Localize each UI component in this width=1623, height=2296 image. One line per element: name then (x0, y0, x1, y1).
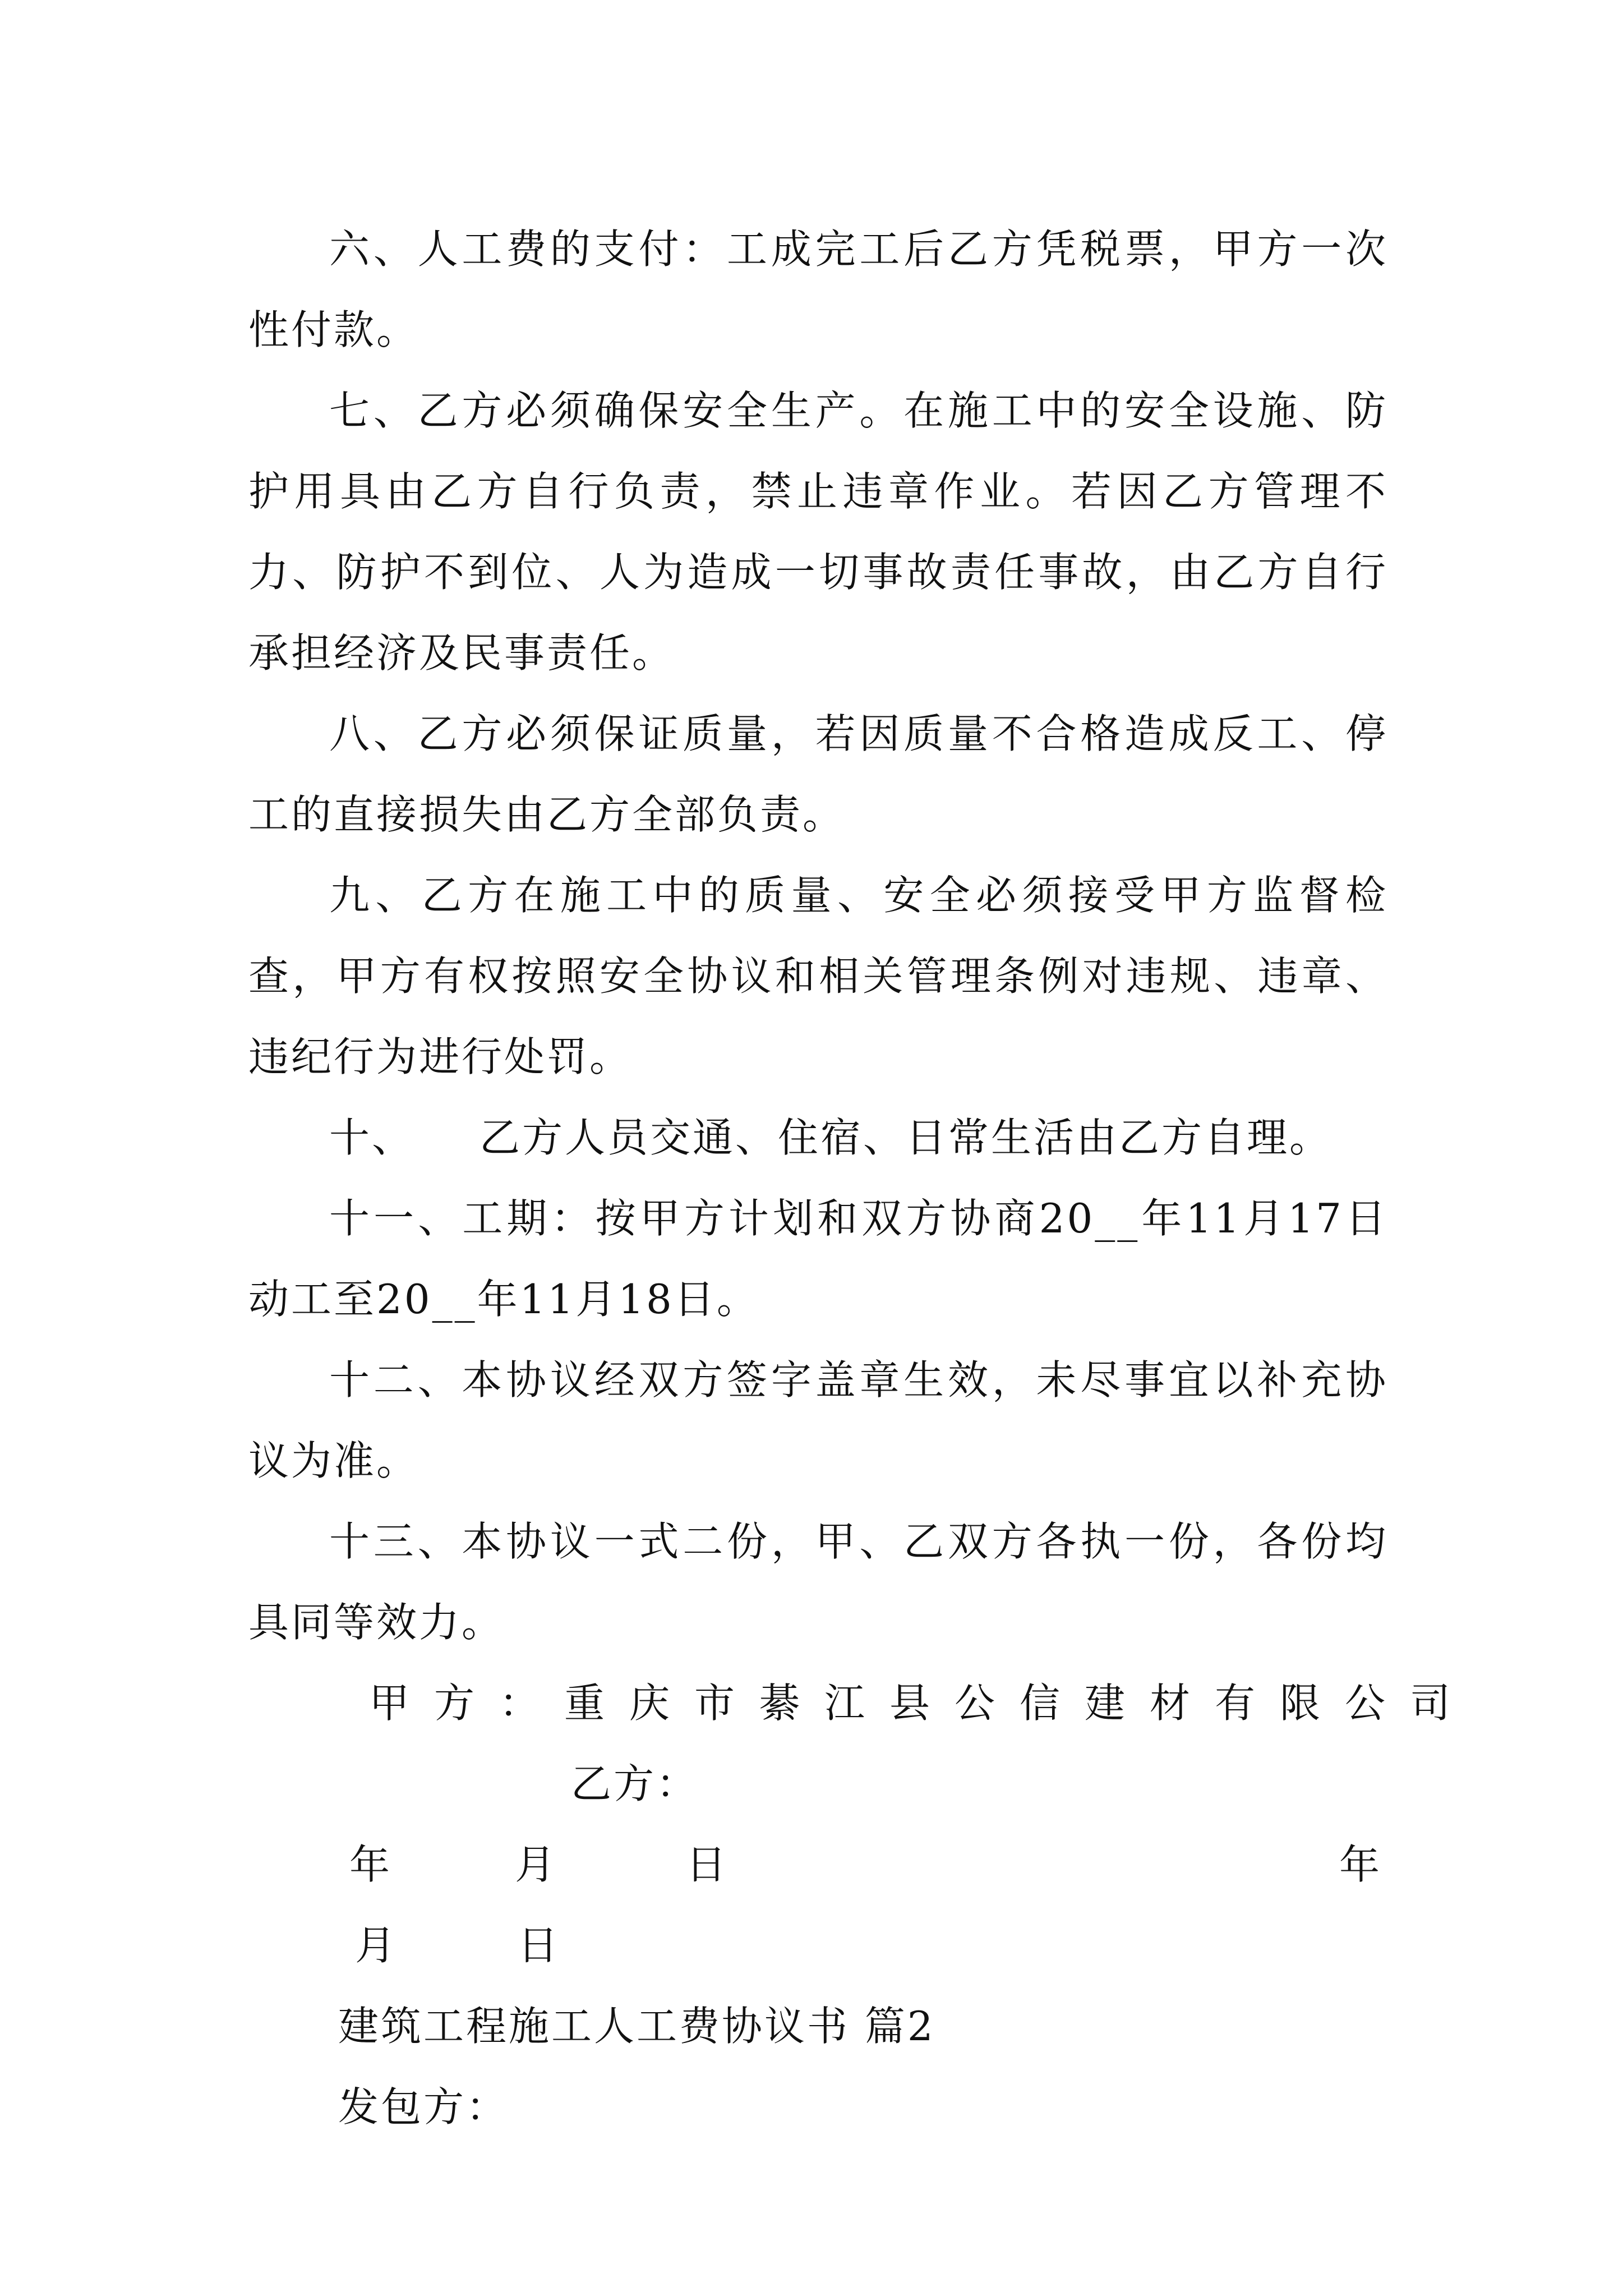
date-year-a: 年 (349, 1841, 393, 1888)
clause-7: 七、乙方必须确保安全生产。在施工中的安全设施、防护用具由乙方自行负责，禁止违章作业。若因乙方管理不力、防护不到位、人为造成一切事故责任事故，由乙方自行承担经济及民事责任。 (248, 387, 1388, 677)
date-day-a: 日 (686, 1841, 729, 1888)
date-month-a: 月 (515, 1841, 558, 1888)
clause-13: 十三、本协议一式二份，甲、乙双方各执一份，各份均具同等效力。 (248, 1518, 1388, 1646)
clause-12: 十二、本协议经双方签字盖章生效，未尽事宜以补充协议为准。 (248, 1356, 1388, 1484)
clause-11: 十一、工期：按甲方计划和双方协商20__年11月17日动工至20__年11月18日。 (248, 1195, 1388, 1323)
date-line-2 (248, 1905, 1388, 1986)
date-line-1 (248, 1824, 1388, 1905)
clause-9: 九、乙方在施工中的质量、安全必须接受甲方监督检查，甲方有权按照安全协议和相关管理条例对违规、违章、违纪行为进行处罚。 (248, 872, 1388, 1080)
date-day-b: 日 (518, 1922, 561, 1969)
signature-party-b: 乙方： (571, 1760, 699, 1807)
next-section-heading: 建筑工程施工人工费协议书 篇2 (338, 2003, 935, 2050)
next-section-party: 发包方： (338, 2083, 509, 2131)
signature-party-a: 甲方：重庆市綦江县公信建材有限公司 (369, 1680, 1476, 1727)
document-body (248, 209, 1476, 2147)
clause-8: 八、乙方必须保证质量，若因质量不合格造成反工、停工的直接损失由乙方全部负责。 (248, 710, 1388, 838)
clause-6: 六、人工费的支付：工成完工后乙方凭税票，甲方一次性付款。 (248, 226, 1388, 353)
date-year-b: 年 (1339, 1841, 1382, 1888)
clause-10: 十、 乙方人员交通、住宿、日常生活由乙方自理。 (329, 1114, 1332, 1161)
date-month-b: 月 (355, 1922, 398, 1969)
